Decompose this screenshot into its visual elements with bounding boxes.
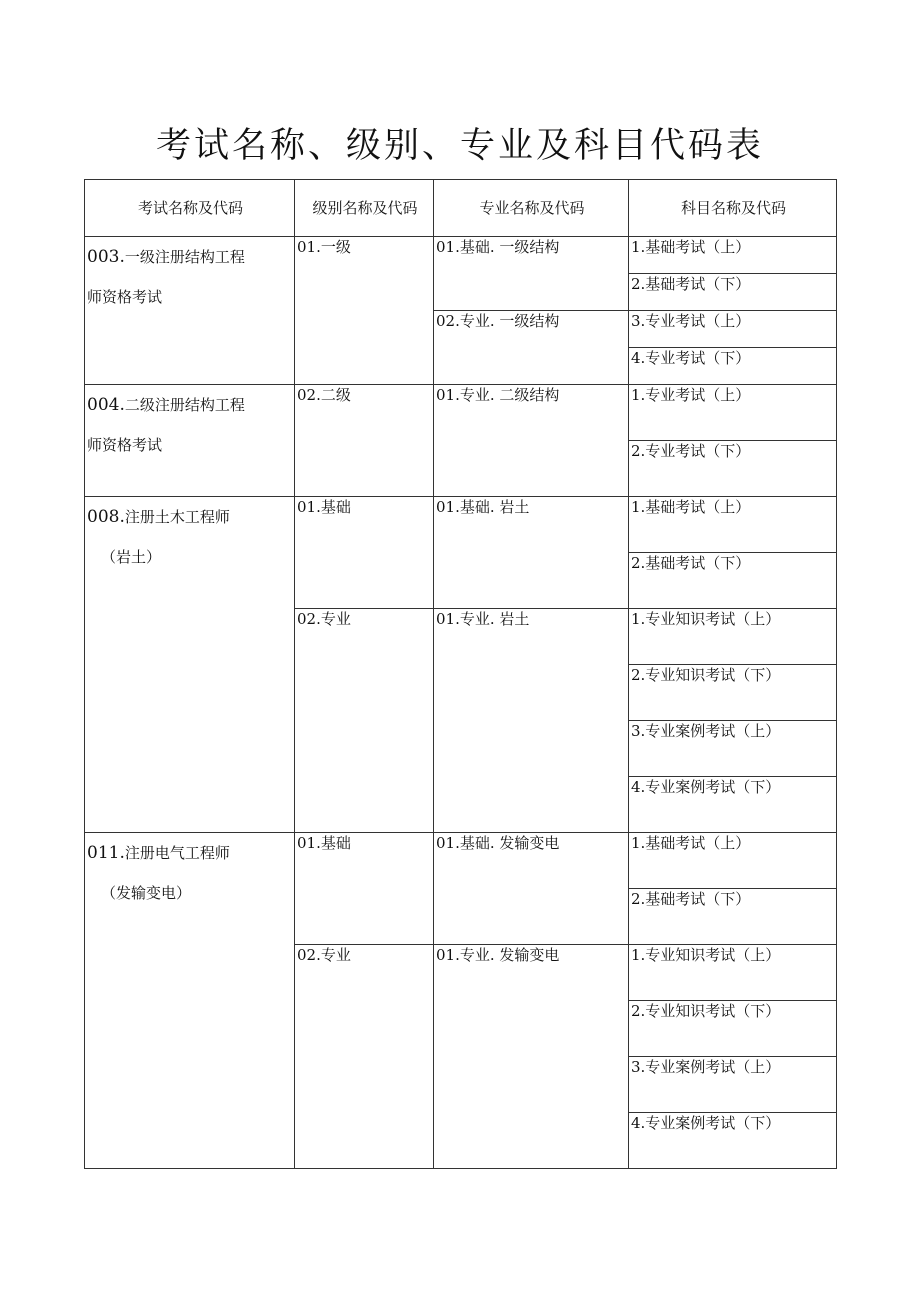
subject-cell: 4.专业案例考试（下） [629,777,837,833]
header-subject: 科目名称及代码 [629,180,837,237]
exam-cell-004 [85,385,295,497]
specialty-cell: 01.专业. 发输变电 [434,945,629,1169]
level-cell: 01.基础 [295,497,434,609]
specialty-cell: 01.专业. 二级结构 [434,385,629,497]
exam-name-line1: 注册土木工程师 [124,508,230,526]
subject-cell: 4.专业考试（下） [629,348,837,385]
exam-name-line2: （发输变电） [101,884,192,902]
header-level: 级别名称及代码 [295,180,434,237]
subject-cell: 2.专业知识考试（下） [629,665,837,721]
header-row [85,180,837,237]
level-cell: 02.专业 [295,609,434,833]
subject-cell: 2.基础考试（下） [629,553,837,609]
table-row [85,385,837,441]
exam-code: 008. [87,507,125,527]
table-row [85,833,837,889]
exam-name-line2: （岩土） [101,548,162,566]
exam-cell-008 [85,497,295,833]
level-cell: 01.一级 [295,237,434,385]
exam-code: 004. [87,395,125,415]
code-table [84,179,837,1169]
exam-cell-011 [85,833,295,1169]
exam-code: 003. [87,247,125,267]
subject-cell: 3.专业案例考试（上） [629,721,837,777]
exam-name-line1: 二级注册结构工程 [124,396,245,414]
level-cell: 02.二级 [295,385,434,497]
subject-cell: 3.专业考试（上） [629,311,837,348]
specialty-cell: 01.专业. 岩土 [434,609,629,833]
subject-cell: 1.专业考试（上） [629,385,837,441]
table-row [85,237,837,274]
exam-name-line1: 注册电气工程师 [124,844,230,862]
subject-cell: 1.专业知识考试（上） [629,945,837,1001]
exam-name-line2: 师资格考试 [87,288,163,306]
header-exam: 考试名称及代码 [85,180,295,237]
subject-cell: 2.基础考试（下） [629,889,837,945]
subject-cell: 2.基础考试（下） [629,274,837,311]
subject-cell: 1.基础考试（上） [629,237,837,274]
subject-cell: 1.专业知识考试（上） [629,609,837,665]
exam-name-line2: 师资格考试 [87,436,163,454]
specialty-cell: 01.基础. 岩土 [434,497,629,609]
specialty-cell: 01.基础. 发输变电 [434,833,629,945]
subject-cell: 2.专业知识考试（下） [629,1001,837,1057]
table-row [85,497,837,553]
subject-cell: 2.专业考试（下） [629,441,837,497]
subject-cell: 1.基础考试（上） [629,497,837,553]
subject-cell: 1.基础考试（上） [629,833,837,889]
level-cell: 02.专业 [295,945,434,1169]
level-cell: 01.基础 [295,833,434,945]
exam-name-line1: 一级注册结构工程 [124,248,245,266]
subject-cell: 4.专业案例考试（下） [629,1113,837,1169]
exam-code: 011. [87,843,125,863]
specialty-cell: 02.专业. 一级结构 [434,311,629,385]
exam-cell-003 [85,237,295,385]
specialty-cell: 01.基础. 一级结构 [434,237,629,311]
page-title: 考试名称、级别、专业及科目代码表 [155,126,764,166]
subject-cell: 3.专业案例考试（上） [629,1057,837,1113]
header-specialty: 专业名称及代码 [434,180,629,237]
